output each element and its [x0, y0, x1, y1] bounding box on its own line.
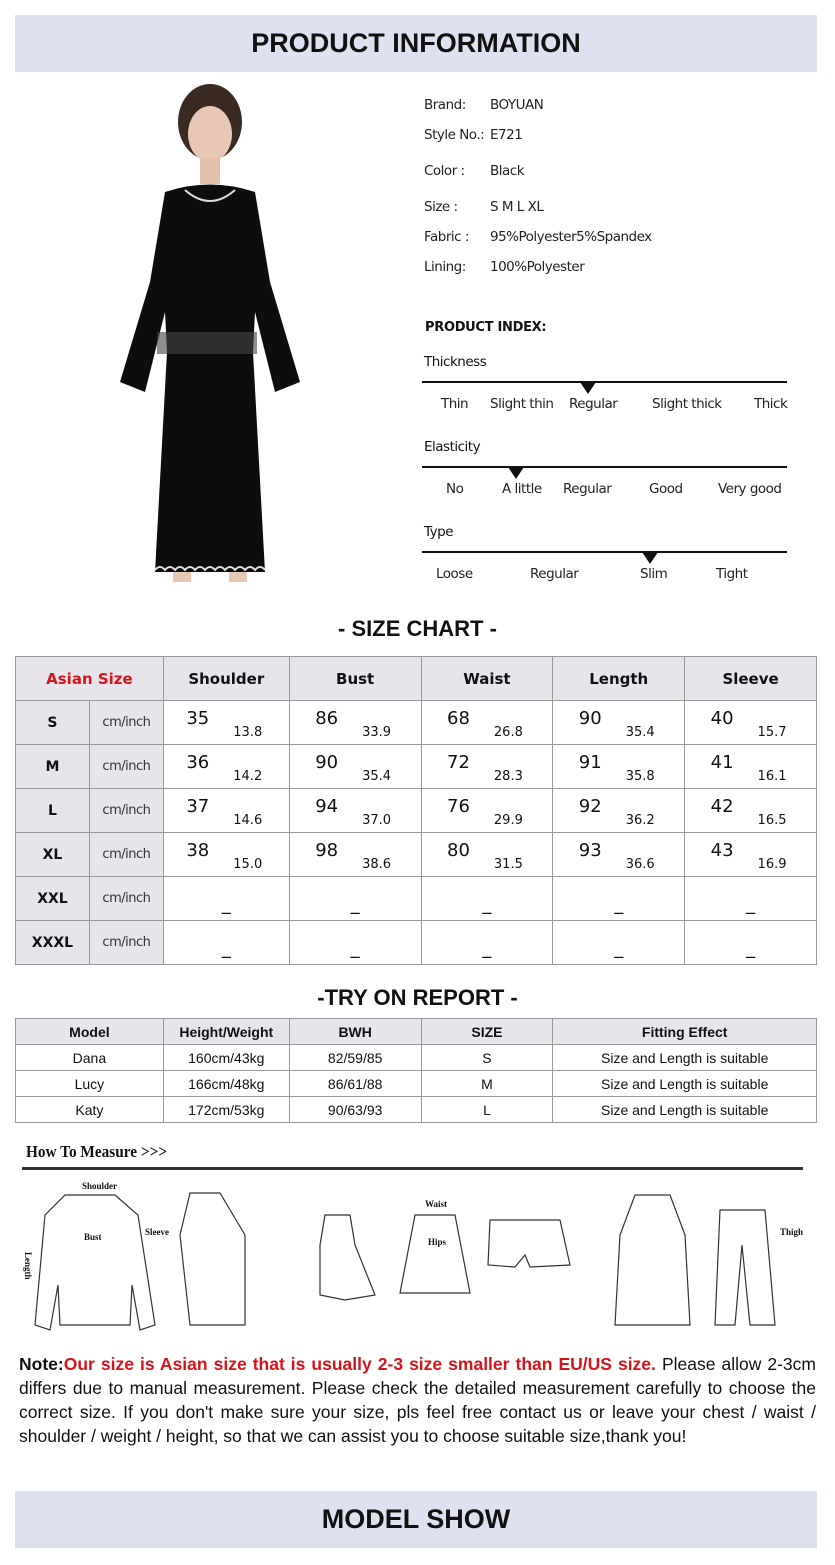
size-label: L	[16, 789, 90, 833]
cm-value: 41	[710, 752, 734, 773]
unit-label: cm/inch	[89, 701, 163, 745]
section-title: PRODUCT INFORMATION	[251, 28, 581, 58]
spec-label: Brand:	[424, 97, 466, 113]
measure-label-shoulder: Shoulder	[82, 1181, 118, 1191]
try-on-cell: M	[421, 1071, 553, 1097]
note-prefix: Note:	[19, 1354, 64, 1374]
inch-value: 16.1	[757, 769, 787, 784]
try-on-cell: 172cm/53kg	[163, 1097, 289, 1123]
cm-value: 94	[315, 796, 339, 817]
measurement-cell	[421, 701, 553, 745]
measurement-cell	[553, 701, 685, 745]
measurement-cell	[289, 789, 421, 833]
measurement-cell	[685, 789, 817, 833]
inch-value: 28.3	[493, 769, 523, 784]
measure-divider	[22, 1167, 803, 1170]
measurement-cell	[685, 745, 817, 789]
measurement-cell	[553, 789, 685, 833]
measurement-cell	[685, 701, 817, 745]
note-body: Please allow 2-3cm differs due to manual measurement. Please check the detailed measurement carefully to choose the correct size. If you don't make sure your size, pls feel free contact us or leave your chest / waist / shoulder / weight / height, so that we can assist you to choose suitable size,thank you!	[19, 1354, 816, 1446]
size-label: XXXL	[16, 921, 90, 965]
measurement-cell	[421, 833, 553, 877]
spec-row	[424, 259, 584, 275]
product-photo	[95, 82, 325, 582]
spec-value: S M L XL	[490, 199, 544, 215]
measure-label-hips: Hips	[428, 1237, 447, 1247]
size-row	[16, 921, 817, 965]
unit-label: cm/inch	[89, 833, 163, 877]
spec-label: Color :	[424, 163, 465, 179]
cm-value: _	[221, 938, 231, 959]
measure-label-length: Length	[23, 1252, 33, 1280]
measure-label-bust: Bust	[84, 1232, 102, 1242]
size-row	[16, 877, 817, 921]
column-header: Model	[16, 1019, 164, 1045]
type-option: Regular	[530, 566, 579, 582]
try-on-header-row	[16, 1019, 817, 1045]
measurement-cell	[421, 789, 553, 833]
size-row	[16, 701, 817, 745]
column-header: Height/Weight	[163, 1019, 289, 1045]
type-label: Type	[424, 524, 454, 540]
inch-value: 36.6	[625, 857, 655, 872]
thickness-scale	[422, 381, 787, 383]
thickness-option: Slight thin	[490, 396, 554, 412]
size-note	[19, 1352, 816, 1448]
elasticity-option: A little	[502, 481, 542, 497]
cm-value: 90	[578, 708, 602, 729]
measurement-cell	[421, 745, 553, 789]
cm-value: 93	[578, 840, 602, 861]
spec-value: Black	[490, 163, 525, 179]
cm-value: 72	[447, 752, 470, 773]
size-chart-table	[15, 656, 817, 965]
cm-value: 91	[578, 752, 602, 773]
inch-value: 35.8	[625, 769, 655, 784]
inch-value: 36.2	[625, 813, 655, 828]
cm-value: 37	[186, 796, 210, 817]
measurement-cell	[421, 921, 553, 965]
try-on-cell: S	[421, 1045, 553, 1071]
measurement-cell	[163, 877, 289, 921]
section-title: MODEL SHOW	[321, 1504, 511, 1534]
try-on-cell: L	[421, 1097, 553, 1123]
try-on-cell: Size and Length is suitable	[553, 1071, 817, 1097]
cm-value: _	[614, 938, 624, 959]
elasticity-label: Elasticity	[424, 439, 481, 455]
measurement-cell	[163, 745, 289, 789]
inch-value: 31.5	[493, 857, 523, 872]
measurement-cell	[685, 833, 817, 877]
try-on-cell: Size and Length is suitable	[553, 1045, 817, 1071]
cm-value: 35	[186, 708, 210, 729]
inch-value: 38.6	[362, 857, 392, 872]
unit-label: cm/inch	[89, 745, 163, 789]
measurement-cell	[553, 745, 685, 789]
measurement-cell	[289, 745, 421, 789]
size-header-row	[16, 657, 817, 701]
elasticity-option: Good	[649, 481, 683, 497]
measurement-cell	[289, 833, 421, 877]
column-header: SIZE	[421, 1019, 553, 1045]
column-header: Sleeve	[685, 657, 817, 701]
measurement-cell	[553, 921, 685, 965]
size-label: XL	[16, 833, 90, 877]
cm-value: _	[350, 938, 360, 959]
size-label: S	[16, 701, 90, 745]
thickness-option: Regular	[569, 396, 618, 412]
size-row	[16, 833, 817, 877]
type-option: Loose	[436, 566, 473, 582]
inch-value: 37.0	[362, 813, 392, 828]
elasticity-scale	[422, 466, 787, 468]
cm-value: 90	[315, 752, 339, 773]
measurement-cell	[685, 877, 817, 921]
try-on-cell: 82/59/85	[289, 1045, 421, 1071]
unit-label: cm/inch	[89, 789, 163, 833]
inch-value: 26.8	[493, 725, 523, 740]
column-header: Waist	[421, 657, 553, 701]
cm-value: 36	[186, 752, 210, 773]
inch-value: 29.9	[493, 813, 523, 828]
size-chart-title: - SIZE CHART -	[338, 616, 497, 641]
cm-value: 38	[186, 840, 210, 861]
try-on-cell: 90/63/93	[289, 1097, 421, 1123]
product-information-banner	[15, 15, 817, 72]
measurement-cell	[289, 701, 421, 745]
inch-value: 16.5	[757, 813, 787, 828]
measurement-cell	[163, 921, 289, 965]
elasticity-marker-icon	[508, 467, 524, 479]
spec-value: BOYUAN	[490, 97, 544, 113]
try-on-report-title: -TRY ON REPORT -	[317, 985, 518, 1010]
size-label: M	[16, 745, 90, 789]
measurement-cell	[289, 921, 421, 965]
spec-value: 95%Polyester5%Spandex	[490, 229, 652, 245]
unit-label: cm/inch	[89, 877, 163, 921]
thickness-option: Thick	[754, 396, 788, 412]
try-on-row	[16, 1071, 817, 1097]
spec-label: Size :	[424, 199, 458, 215]
inch-value: 14.6	[233, 813, 263, 828]
cm-value: 92	[578, 796, 602, 817]
type-marker-icon	[642, 552, 658, 564]
try-on-cell: Dana	[16, 1045, 164, 1071]
spec-label: Style No.:	[424, 127, 485, 143]
type-option: Slim	[640, 566, 668, 582]
measure-diagram	[20, 1175, 810, 1340]
size-row	[16, 789, 817, 833]
try-on-row	[16, 1045, 817, 1071]
try-on-cell: 86/61/88	[289, 1071, 421, 1097]
inch-value: 35.4	[625, 725, 655, 740]
cm-value: _	[482, 894, 492, 915]
elasticity-option: No	[446, 481, 464, 497]
thickness-option: Slight thick	[652, 396, 722, 412]
measurement-cell	[685, 921, 817, 965]
cm-value: _	[746, 938, 756, 959]
spec-value: E721	[490, 127, 523, 143]
unit-label: cm/inch	[89, 921, 163, 965]
thickness-label: Thickness	[424, 354, 487, 370]
spec-label: Lining:	[424, 259, 466, 275]
measurement-cell	[163, 701, 289, 745]
try-on-cell: 166cm/48kg	[163, 1071, 289, 1097]
cm-value: _	[614, 894, 624, 915]
measure-label-thigh: Thigh	[780, 1227, 804, 1237]
measurement-cell	[553, 833, 685, 877]
size-label: XXL	[16, 877, 90, 921]
inch-value: 33.9	[362, 725, 392, 740]
column-header: BWH	[289, 1019, 421, 1045]
cm-value: _	[746, 894, 756, 915]
cm-value: 98	[315, 840, 339, 861]
size-row	[16, 745, 817, 789]
spec-row	[424, 163, 524, 179]
note-highlight: Our size is Asian size that is usually 2-3 size smaller than EU/US size.	[63, 1354, 656, 1374]
spec-row	[424, 229, 652, 245]
cm-value: 42	[710, 796, 734, 817]
column-header: Bust	[289, 657, 421, 701]
cm-value: 76	[447, 796, 470, 817]
measure-label-waist: Waist	[425, 1199, 448, 1209]
column-header: Shoulder	[163, 657, 289, 701]
elasticity-option: Very good	[718, 481, 782, 497]
try-on-cell: Lucy	[16, 1071, 164, 1097]
try-on-cell: Katy	[16, 1097, 164, 1123]
cm-value: 40	[710, 708, 734, 729]
inch-value: 35.4	[362, 769, 392, 784]
cm-value: 80	[447, 840, 470, 861]
spec-row	[424, 97, 543, 113]
cm-value: 68	[447, 708, 470, 729]
try-on-cell: Size and Length is suitable	[553, 1097, 817, 1123]
measurement-cell	[289, 877, 421, 921]
try-on-cell: 160cm/43kg	[163, 1045, 289, 1071]
cm-value: _	[482, 938, 492, 959]
elasticity-option: Regular	[563, 481, 612, 497]
measurement-cell	[421, 877, 553, 921]
product-index-title: PRODUCT INDEX:	[425, 320, 547, 335]
cm-value: _	[350, 894, 360, 915]
measurement-cell	[163, 789, 289, 833]
how-to-measure-title: How To Measure >>>	[26, 1142, 168, 1161]
measurement-cell	[553, 877, 685, 921]
type-option: Tight	[716, 566, 748, 582]
spec-value: 100%Polyester	[490, 259, 585, 275]
cm-value: 86	[315, 708, 339, 729]
model-show-banner	[15, 1491, 817, 1548]
inch-value: 13.8	[233, 725, 263, 740]
inch-value: 16.9	[757, 857, 787, 872]
inch-value: 15.0	[233, 857, 263, 872]
cm-value: _	[221, 894, 231, 915]
spec-label: Fabric :	[424, 229, 469, 245]
measure-label-sleeve: Sleeve	[145, 1227, 169, 1237]
spec-row	[424, 199, 543, 215]
column-header: Fitting Effect	[553, 1019, 817, 1045]
cm-value: 43	[710, 840, 734, 861]
spec-row	[424, 127, 522, 143]
type-scale	[422, 551, 787, 553]
thickness-marker-icon	[580, 382, 596, 394]
thickness-option: Thin	[441, 396, 469, 412]
inch-value: 15.7	[757, 725, 787, 740]
inch-value: 14.2	[233, 769, 263, 784]
asian-size-header: Asian Size	[16, 657, 164, 701]
measurement-cell	[163, 833, 289, 877]
column-header: Length	[553, 657, 685, 701]
try-on-table	[15, 1018, 817, 1123]
try-on-row	[16, 1097, 817, 1123]
